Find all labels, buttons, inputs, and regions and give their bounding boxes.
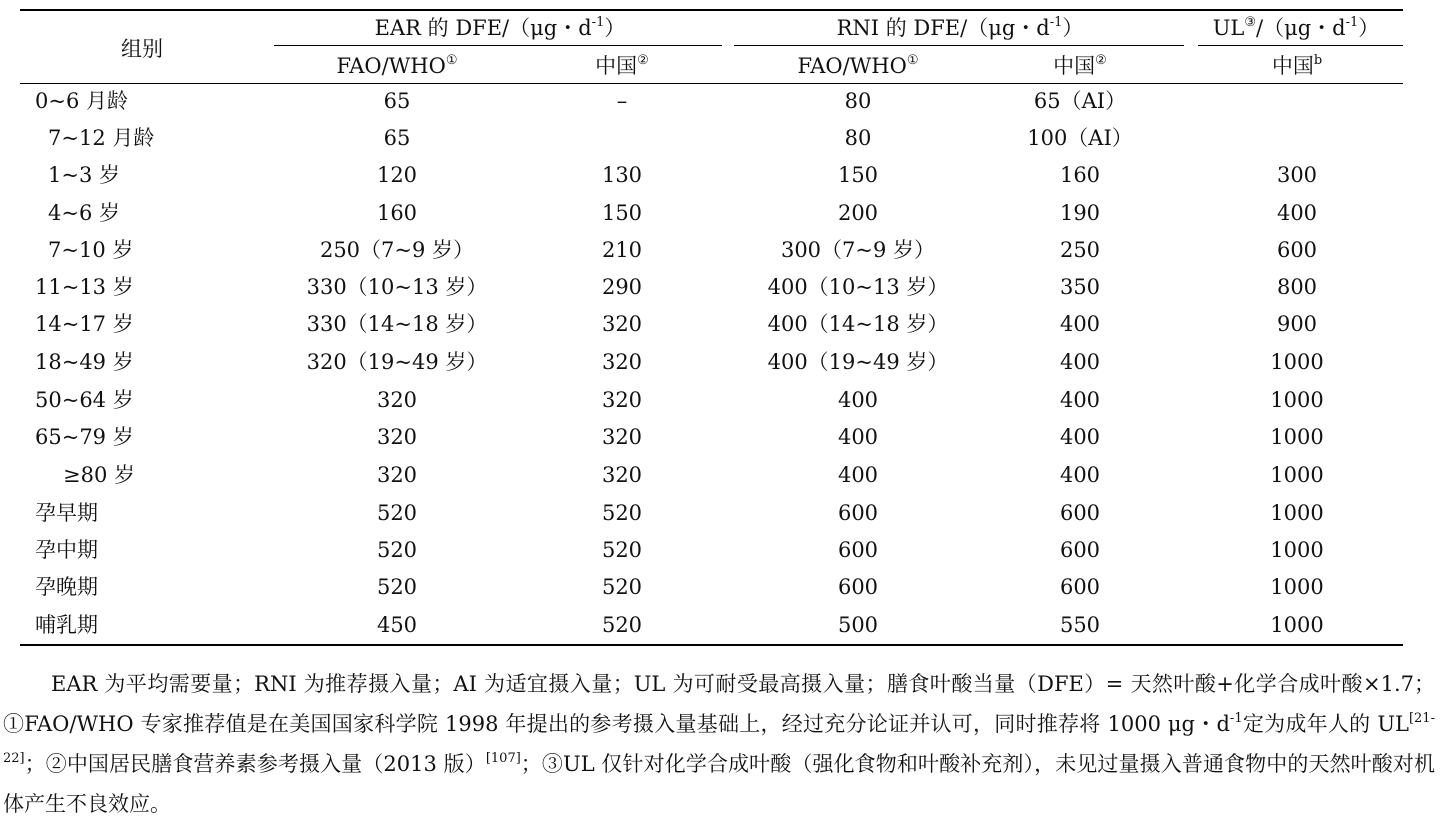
row-label: 7~10 岁 [48, 238, 134, 262]
row-label: 1~3 岁 [48, 163, 120, 187]
table-cell: 1000 [1270, 538, 1324, 562]
table-cell: 320（19~49 岁） [306, 350, 488, 374]
row-label: 11~13 岁 [35, 275, 134, 299]
table-cell: 65 [383, 89, 411, 113]
ul-span-line [1198, 45, 1403, 46]
table-cell: 320 [601, 312, 643, 336]
table-cell: 210 [601, 238, 643, 262]
row-label: 孕晚期 [35, 575, 98, 599]
folate-dri-table [20, 0, 1403, 650]
table-cell: 320 [376, 425, 418, 449]
table-cell: 1000 [1270, 575, 1324, 599]
table-cell: 600 [1059, 575, 1101, 599]
table-cell: 600 [1059, 501, 1101, 525]
table-cell: 550 [1059, 613, 1101, 637]
table-notes [3, 664, 1435, 824]
table-cell: 400 [1059, 312, 1101, 336]
table-cell: 1000 [1270, 501, 1324, 525]
table-cell: 65（AI） [1033, 89, 1127, 113]
ear-group-header: EAR 的 DFE/（μg・$d^{-1}$） [374, 15, 626, 40]
ear-span-line [274, 45, 722, 46]
table-cell: 600 [837, 575, 879, 599]
row-label: 50~64 岁 [35, 388, 134, 412]
table-cell: 450 [376, 613, 418, 637]
table-cell: 600 [1059, 538, 1101, 562]
table-cell: 1000 [1270, 425, 1324, 449]
table-cell: 130 [601, 163, 643, 187]
col-ul-china: 中国$^b$ [1271, 53, 1323, 78]
table-cell: 320 [601, 388, 643, 412]
table-cell: 320 [376, 463, 418, 487]
table-cell: 120 [376, 163, 418, 187]
table-cell: 520 [601, 613, 643, 637]
row-label: 孕中期 [35, 538, 98, 562]
table-cell: 520 [376, 575, 418, 599]
table-cell: 400 [1059, 463, 1101, 487]
table-cell: 300（7~9 岁） [780, 238, 936, 262]
col-ear-china: 中国② [595, 53, 649, 78]
row-label: 0~6 月龄 [35, 89, 128, 113]
table-cell: 600 [837, 538, 879, 562]
table-cell: 600 [1276, 238, 1318, 262]
table-cell: 150 [601, 201, 643, 225]
col-rni-fao-who: FAO/WHO① [797, 53, 919, 78]
table-cell: 300 [1276, 163, 1318, 187]
header-rule [20, 83, 1403, 84]
table-cell: 320 [601, 425, 643, 449]
table-cell: 520 [376, 538, 418, 562]
table-cell: 1000 [1270, 613, 1324, 637]
table-cell: 250（7~9 岁） [319, 238, 475, 262]
table-cell: 520 [601, 501, 643, 525]
row-label: 65~79 岁 [35, 425, 134, 449]
table-cell: 1000 [1270, 463, 1324, 487]
table-cell: 520 [601, 575, 643, 599]
table-cell: 80 [844, 89, 872, 113]
table-cell: 350 [1059, 275, 1101, 299]
table-cell: 1000 [1270, 388, 1324, 412]
table-cell: 400（14~18 岁） [767, 312, 949, 336]
table-cell: 330（14~18 岁） [306, 312, 488, 336]
row-label: ≥80 岁 [63, 463, 135, 487]
table-cell: 200 [837, 201, 879, 225]
row-label: 18~49 岁 [35, 350, 134, 374]
table-cell: 1000 [1270, 350, 1324, 374]
col-rni-china: 中国② [1053, 53, 1107, 78]
table-cell: 400 [837, 463, 879, 487]
table-cell: 320 [601, 463, 643, 487]
table-cell: 190 [1059, 201, 1101, 225]
group-header: 组别 [121, 37, 163, 61]
table-cell: 400 [837, 388, 879, 412]
table-cell: 330（10~13 岁） [306, 275, 488, 299]
row-label: 14~17 岁 [35, 312, 134, 336]
row-label: 哺乳期 [35, 613, 98, 637]
table-cell: 500 [837, 613, 879, 637]
ul-group-header: UL③/（μg・$d^{-1}$） [1212, 15, 1380, 40]
table-cell: 400 [837, 425, 879, 449]
col-ear-fao-who: FAO/WHO① [336, 53, 458, 78]
table-cell: 400（19~49 岁） [767, 350, 949, 374]
notes-paragraph: EAR 为平均需要量；RNI 为推荐摄入量；AI 为适宜摄入量；UL 为可耐受最高摄入量；膳食叶酸当量（DFE）= 天然叶酸+化学合成叶酸×1.7；①FAO/WHO 专家推荐值是在美国国家科学院 1998 年提出的参考摄入量基础上，经过充分论证并认可，同时推荐将 1000 μg・$d^{-1}$定为成年人的 UL[21-22]；②中国居民膳食营养素参考摄入量（2013 版）[107]；③UL 仅针对化学合成叶酸（强化食物和叶酸补充剂），未见过量摄入普通食物中的天然叶酸对机体产生不良效应。 [3, 672, 1435, 816]
table-cell: 290 [601, 275, 643, 299]
table-cell: 900 [1276, 312, 1318, 336]
table-cell: – [616, 89, 628, 113]
table-cell: 400 [1059, 425, 1101, 449]
table-cell: 160 [1059, 163, 1101, 187]
rni-group-header: RNI 的 DFE/（μg・$d^{-1}$） [836, 15, 1084, 40]
rni-span-line [734, 45, 1184, 46]
table-cell: 320 [376, 388, 418, 412]
table-cell: 160 [376, 201, 418, 225]
row-label: 7~12 月龄 [48, 126, 155, 150]
row-label: 4~6 岁 [48, 201, 120, 225]
table-cell: 400（10~13 岁） [767, 275, 949, 299]
row-label: 孕早期 [35, 501, 98, 525]
table-cell: 65 [383, 126, 411, 150]
table-cell: 400 [1276, 201, 1318, 225]
table-cell: 320 [601, 350, 643, 374]
table-top-rule [20, 9, 1403, 11]
table-cell: 150 [837, 163, 879, 187]
table-cell: 800 [1276, 275, 1318, 299]
table-cell: 520 [376, 501, 418, 525]
table-bottom-rule [20, 644, 1403, 646]
table-cell: 100（AI） [1027, 126, 1133, 150]
table-cell: 400 [1059, 388, 1101, 412]
table-cell: 600 [837, 501, 879, 525]
table-cell: 400 [1059, 350, 1101, 374]
table-cell: 520 [601, 538, 643, 562]
table-cell: 250 [1059, 238, 1101, 262]
table-cell: 80 [844, 126, 872, 150]
